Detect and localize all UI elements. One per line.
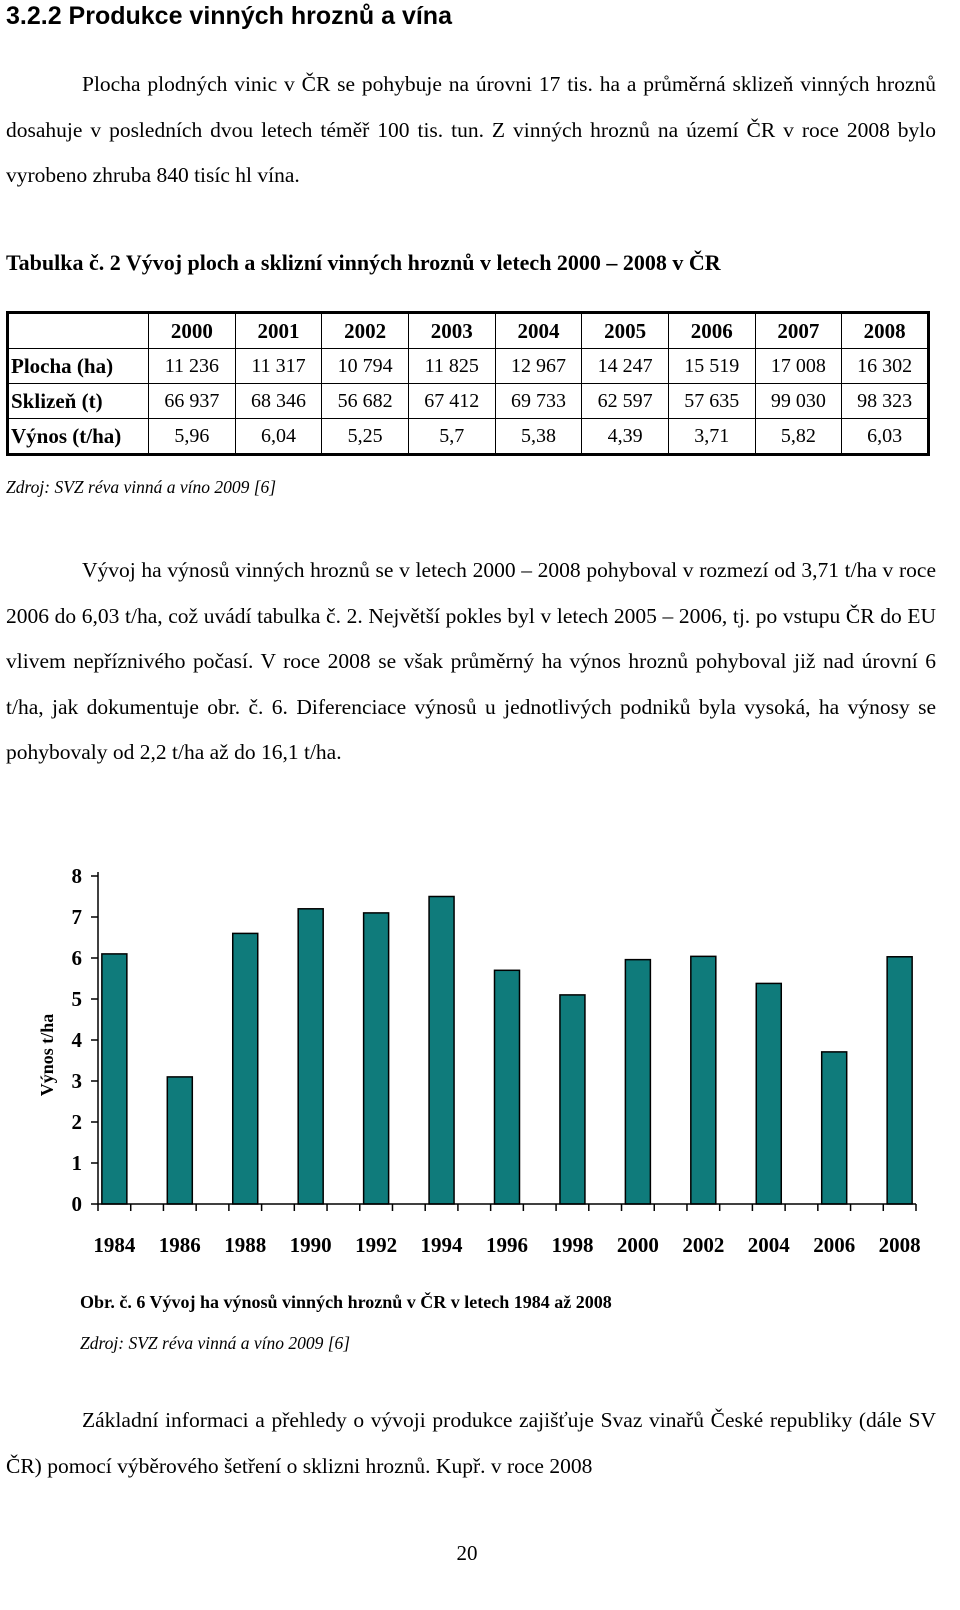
table-cell: 5,25 [322, 419, 409, 455]
x-tick-label-2008: 2008 [878, 1233, 921, 1257]
table-cell: 5,96 [149, 419, 236, 455]
table-cell: 66 937 [149, 384, 236, 419]
y-tick-label: 5 [71, 987, 82, 1011]
x-tick-label-1988: 1988 [224, 1233, 267, 1257]
table-cell: 15 519 [668, 349, 755, 384]
table-cell: 68 346 [235, 384, 322, 419]
table-cell: 69 733 [495, 384, 582, 419]
y-tick-label: 1 [71, 1151, 82, 1175]
table-cell: 4,39 [582, 419, 669, 455]
x-tick-label-2000: 2000 [616, 1233, 659, 1257]
intro-paragraph: Plocha plodných vinic v ČR se pohybuje na úrovni 17 tis. ha a průměrná sklizeň vinných hroznů dosahuje v posledních dvou letech téměř 100 tis. tun. Z vinných hroznů na území ČR v roce 2008 bylo vyrobeno zhruba 840 tisíc hl vína. [6, 72, 936, 187]
table-cell: 98 323 [842, 384, 929, 419]
table-row-yield [8, 419, 929, 455]
year-header: 2007 [755, 313, 842, 349]
production-table [6, 311, 930, 456]
bar-1996 [495, 970, 520, 1204]
y-tick-label: 0 [71, 1192, 82, 1216]
figure-source: Zdroj: SVZ réva vinná a víno 2009 [6] [80, 1333, 351, 1353]
table-cell: 62 597 [582, 384, 669, 419]
table-cell: 56 682 [322, 384, 409, 419]
table-cell: 3,71 [668, 419, 755, 455]
bar-2002 [691, 956, 716, 1204]
year-header: 2001 [235, 313, 322, 349]
x-tick-label-2006: 2006 [813, 1233, 856, 1257]
figure-caption: Obr. č. 6 Vývoj ha výnosů vinných hroznů v ČR v letech 1984 až 2008 [80, 1292, 612, 1312]
bar-2004 [756, 983, 781, 1204]
year-header: 2005 [582, 313, 669, 349]
x-tick-label-1990: 1990 [289, 1233, 332, 1257]
year-header: 2004 [495, 313, 582, 349]
y-tick-label: 8 [71, 864, 82, 888]
table-cell: 14 247 [582, 349, 669, 384]
year-header: 2006 [668, 313, 755, 349]
x-tick-label-1994: 1994 [420, 1233, 463, 1257]
table-cell: 11 825 [408, 349, 495, 384]
table-row-area [8, 349, 929, 384]
table-cell: 57 635 [668, 384, 755, 419]
year-header: 2002 [322, 313, 409, 349]
bar-1998 [560, 995, 585, 1204]
year-header: 2003 [408, 313, 495, 349]
y-tick-label: 2 [71, 1110, 82, 1134]
table-cell: 11 317 [235, 349, 322, 384]
table-cell: 67 412 [408, 384, 495, 419]
y-tick-label: 7 [71, 905, 82, 929]
bar-2000 [625, 960, 650, 1204]
table-header-row [8, 313, 929, 349]
y-tick-label: 4 [71, 1028, 82, 1052]
row-label: Sklizeň (t) [8, 384, 149, 419]
table-source: Zdroj: SVZ réva vinná a víno 2009 [6] [6, 477, 277, 497]
table-cell: 6,03 [842, 419, 929, 455]
year-header: 2008 [842, 313, 929, 349]
table-cell: 5,7 [408, 419, 495, 455]
bar-1986 [167, 1077, 192, 1204]
table-cell: 11 236 [149, 349, 236, 384]
closing-paragraph: Základní informaci a přehledy o vývoji produkce zajišťuje Svaz vinařů České republiky (dále SV ČR) pomocí výběrového šetření o sklizni hroznů. Kupř. v roce 2008 [6, 1408, 936, 1478]
table-cell: 12 967 [495, 349, 582, 384]
row-label: Plocha (ha) [8, 349, 149, 384]
x-tick-label-1992: 1992 [355, 1233, 398, 1257]
x-tick-label-1984: 1984 [93, 1233, 136, 1257]
table-cell: 5,38 [495, 419, 582, 455]
x-tick-label-1998: 1998 [551, 1233, 594, 1257]
x-tick-label-2002: 2002 [682, 1233, 725, 1257]
bar-2008 [887, 957, 912, 1204]
table-cell: 99 030 [755, 384, 842, 419]
x-tick-label-1986: 1986 [158, 1233, 201, 1257]
y-axis-title: Výnos t/ha [37, 1013, 57, 1097]
y-tick-label: 6 [71, 946, 82, 970]
y-tick-label: 3 [71, 1069, 82, 1093]
section-heading: 3.2.2 Produkce vinných hroznů a vína [6, 2, 452, 30]
bar-1984 [102, 954, 127, 1204]
table-cell: 17 008 [755, 349, 842, 384]
x-tick-label-2004: 2004 [747, 1233, 790, 1257]
bar-1992 [364, 913, 389, 1204]
table-cell: 6,04 [235, 419, 322, 455]
table-corner-cell [8, 313, 149, 349]
yield-bar-chart [0, 852, 940, 1272]
x-tick-label-1996: 1996 [486, 1233, 528, 1257]
bar-1994 [429, 897, 454, 1205]
table-row-harvest [8, 384, 929, 419]
table-caption: Tabulka č. 2 Vývoj ploch a sklizní vinných hroznů v letech 2000 – 2008 v ČR [6, 250, 721, 275]
table-cell: 16 302 [842, 349, 929, 384]
table-cell: 10 794 [322, 349, 409, 384]
bar-1988 [233, 933, 258, 1204]
table-cell: 5,82 [755, 419, 842, 455]
yield-paragraph: Vývoj ha výnosů vinných hroznů se v letech 2000 – 2008 pohyboval v rozmezí od 3,71 t/ha v roce 2006 do 6,03 t/ha, což uvádí tabulka č. 2. Největší pokles byl v letech 2005 – 2006, tj. po vstupu ČR do EU vlivem nepříznivého počasí. V roce 2008 se však průměrný ha výnos hroznů pohyboval již nad úrovní 6 t/ha, jak dokumentuje obr. č. 6. Diferenciace výnosů u jednotlivých podniků byla vysoká, ha výnosy se pohybovaly od 2,2 t/ha až do 16,1 t/ha. [6, 558, 936, 764]
page-number: 20 [456, 1541, 478, 1565]
year-header: 2000 [149, 313, 236, 349]
bar-1990 [298, 909, 323, 1204]
row-label: Výnos (t/ha) [8, 419, 149, 455]
bar-2006 [822, 1052, 847, 1204]
